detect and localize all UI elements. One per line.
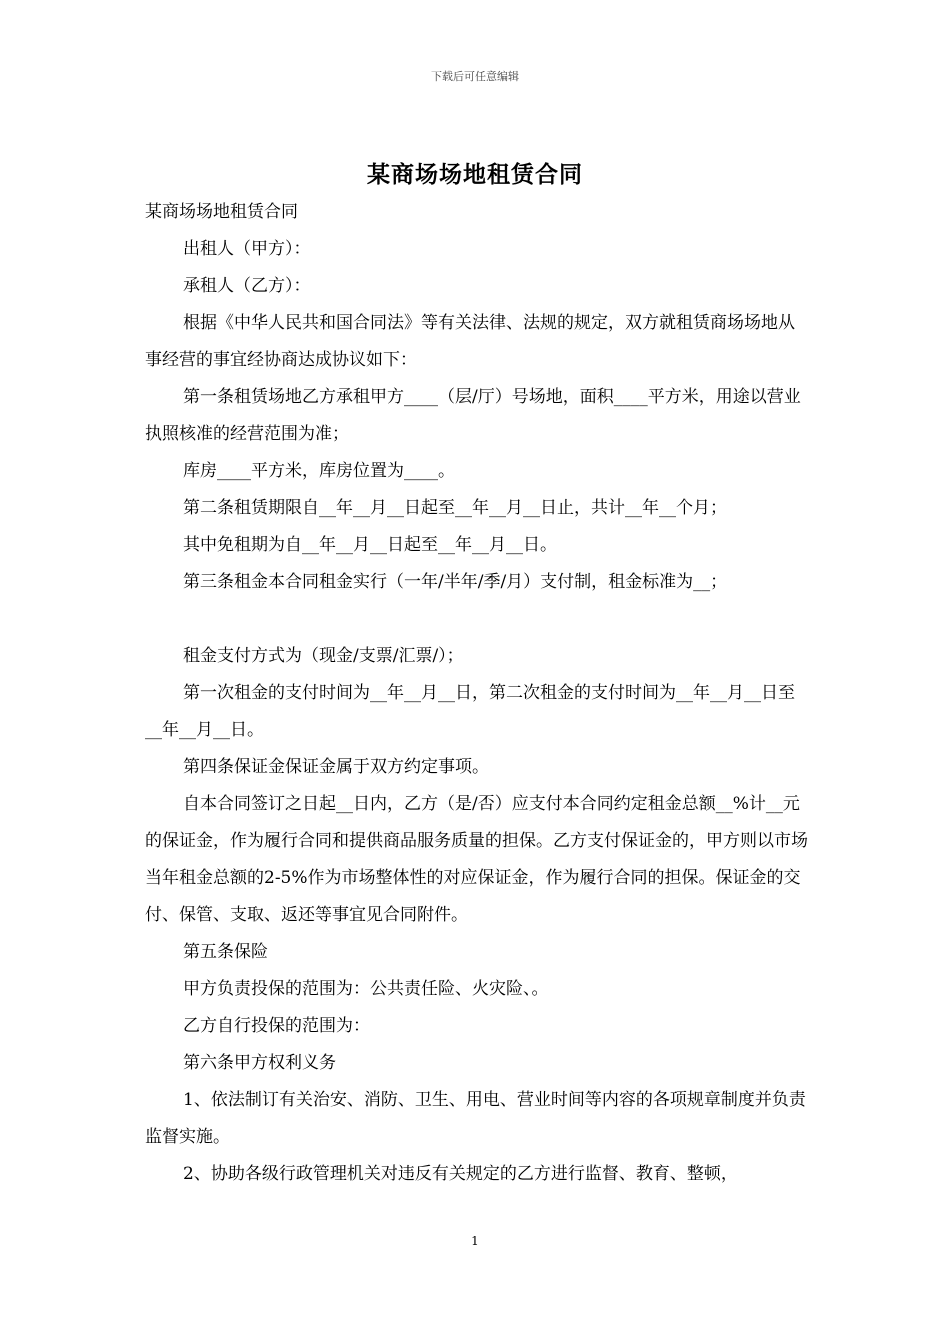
paragraph-warehouse: 库房____平方米，库房位置为____。 (183, 461, 455, 481)
paragraph-lessor: 出租人（甲方）： (183, 239, 311, 259)
paragraph-subtitle: 某商场场地租赁合同 (145, 202, 298, 222)
paragraph-article-5: 第五条保险 (183, 942, 268, 962)
paragraph-rent-free: 其中免租期为自__年__月__日起至__年__月__日。 (183, 535, 557, 555)
paragraph-insurance-lessee: 乙方自行投保的范围为： (183, 1016, 370, 1036)
paragraph-deposit: 自本合同签订之日起__日内，乙方（是/否）应支付本合同约定租金总额__%计__元的保证金，作为履行合同和提供商品服务质量的担保。乙方支付保证金的，甲方则以市场当年租金总额的2-5%作为市场整体性的对应保证金，作为履行合同的担保。保证金的交付、保管、支取、返还等事宜见合同附件。 (145, 794, 808, 925)
paragraph-article-4: 第四条保证金保证金属于双方约定事项。 (183, 757, 489, 777)
document-title: 某商场场地租赁合同 (367, 161, 583, 188)
paragraph-article-1: 第一条租赁场地乙方承租甲方____（层/厅）号场地，面积____平方米，用途以营业执照核准的经营范围为准； (145, 387, 801, 444)
paragraph-payment-method: 租金支付方式为（现金/支票/汇票/）； (183, 646, 464, 666)
paragraph-item-1: 1、依法制订有关治安、消防、卫生、用电、营业时间等内容的各项规章制度并负责监督实施。 (145, 1090, 806, 1147)
paragraph-article-2: 第二条租赁期限自__年__月__日起至__年__月__日止，共计__年__个月； (183, 498, 727, 518)
paragraph-lessee: 承租人（乙方）： (183, 276, 311, 296)
paragraph-item-2: 2、协助各级行政管理机关对违反有关规定的乙方进行监督、教育、整顿， (183, 1164, 738, 1184)
document-body (145, 194, 810, 1193)
paragraph-payment-time: 第一次租金的支付时间为__年__月__日，第二次租金的支付时间为__年__月__日至__年__月__日。 (145, 683, 795, 740)
page-number: 1 (471, 1234, 479, 1248)
header-note: 下载后可任意编辑 (431, 70, 519, 83)
paragraph-article-3: 第三条租金本合同租金实行（一年/半年/季/月）支付制，租金标准为__； (183, 572, 728, 592)
blank-line (145, 601, 810, 638)
paragraph-preamble: 根据《中华人民共和国合同法》等有关法律、法规的规定，双方就租赁商场场地从事经营的事宜经协商达成协议如下： (145, 313, 795, 370)
paragraph-insurance-lessor: 甲方负责投保的范围为：公共责任险、火灾险、。 (183, 979, 549, 999)
paragraph-article-6: 第六条甲方权利义务 (183, 1053, 336, 1073)
